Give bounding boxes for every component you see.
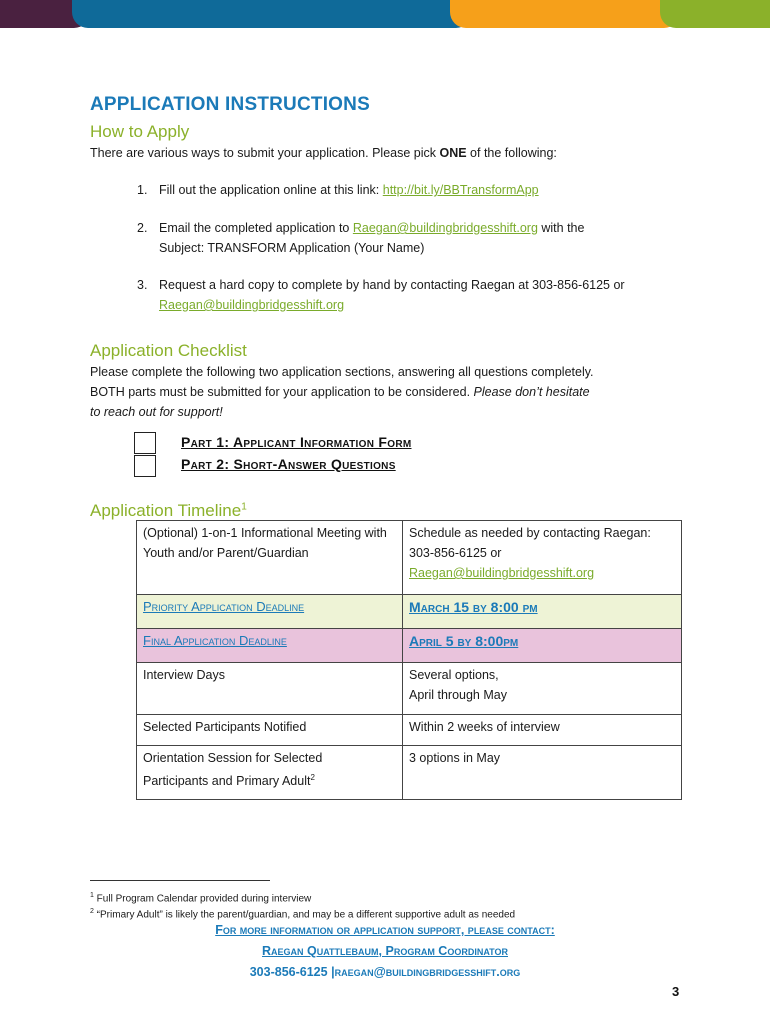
list-text: Email the completed application to bbox=[159, 221, 353, 235]
checklist-description bbox=[90, 362, 690, 422]
footnote-marker: 1 bbox=[241, 501, 247, 513]
checklist-italic: Please don’t hesitate bbox=[473, 385, 590, 399]
online-application-link[interactable]: http://bit.ly/BBTransformApp bbox=[382, 183, 539, 197]
apply-options-list bbox=[137, 218, 697, 258]
contact-line-3 bbox=[0, 965, 770, 979]
table-cell: Within 2 weeks of interview bbox=[403, 715, 682, 746]
contact-line-2: Raegan Quattlebaum, Program Coordinator bbox=[262, 944, 508, 958]
decorative-top-banner bbox=[0, 0, 770, 28]
table-row bbox=[137, 595, 682, 629]
part1-label: Part 1: Applicant Information Form bbox=[181, 434, 412, 450]
banner-orange-segment bbox=[450, 0, 680, 28]
intro-emphasis: ONE bbox=[439, 146, 467, 160]
checklist-heading: Application Checklist bbox=[90, 341, 247, 360]
final-deadline-date: April 5 by 8:00pm bbox=[409, 633, 519, 649]
checklist-text: BOTH parts must be submitted for your application to be considered. bbox=[90, 385, 474, 399]
footnote-divider bbox=[90, 880, 270, 881]
table-cell: Selected Participants Notified bbox=[137, 715, 403, 746]
table-cell bbox=[403, 663, 682, 715]
list-number: 1. bbox=[137, 183, 148, 197]
email-link[interactable]: Raegan@buildingbridgesshift.org bbox=[409, 566, 595, 580]
email-link[interactable]: Raegan@buildingbridgesshift.org bbox=[352, 221, 538, 235]
table-cell bbox=[137, 629, 403, 663]
table-cell: 3 options in May bbox=[403, 746, 682, 800]
footnote-marker: 2 bbox=[310, 773, 315, 782]
email-link[interactable]: Raegan@buildingbridgesshift.org bbox=[159, 298, 345, 312]
table-cell bbox=[403, 521, 682, 595]
list-item bbox=[137, 275, 697, 315]
checklist-italic: to reach out for support! bbox=[90, 405, 223, 419]
list-number: 2. bbox=[137, 221, 148, 235]
table-cell bbox=[137, 746, 403, 800]
apply-options-list bbox=[137, 180, 697, 200]
contact-phone[interactable]: 303-856-6125 bbox=[249, 965, 328, 979]
footnote-2 bbox=[90, 905, 515, 922]
list-text: with the bbox=[537, 221, 585, 235]
banner-green-segment bbox=[660, 0, 770, 28]
table-row bbox=[137, 663, 682, 715]
part2-checkbox[interactable] bbox=[134, 455, 156, 477]
banner-blue-segment bbox=[72, 0, 472, 28]
table-cell: Interview Days bbox=[137, 663, 403, 715]
list-item bbox=[137, 218, 697, 258]
contact-email[interactable]: raegan@buildingbridgesshift.org bbox=[334, 965, 521, 979]
list-item bbox=[137, 180, 697, 200]
footnote-text: “Primary Adult” is likely the parent/guardian, and may be a different supportive adult as needed bbox=[93, 909, 516, 921]
footnote-marker: 2 bbox=[90, 908, 94, 915]
part2-label: Part 2: Short-Answer Questions bbox=[181, 456, 396, 472]
page-number: 3 bbox=[672, 984, 680, 999]
part1-checkbox[interactable] bbox=[134, 432, 156, 454]
final-deadline-label: Final Application Deadline bbox=[143, 633, 287, 648]
how-to-apply-heading: How to Apply bbox=[90, 122, 190, 141]
table-row bbox=[137, 629, 682, 663]
list-text: Subject: TRANSFORM Application (Your Name) bbox=[159, 241, 425, 255]
cell-text: Schedule as needed by contacting Raegan: 303-856-6125 or bbox=[409, 526, 651, 560]
table-cell bbox=[403, 595, 682, 629]
table-row bbox=[137, 521, 682, 595]
timeline-heading-text: Application Timeline bbox=[90, 501, 242, 520]
contact-line-1: For more information or application support, please contact: bbox=[215, 923, 555, 937]
apply-options-list bbox=[137, 275, 697, 315]
table-row bbox=[137, 715, 682, 746]
table-cell: (Optional) 1-on-1 Informational Meeting with Youth and/or Parent/Guardian bbox=[137, 521, 403, 595]
intro-text: There are various ways to submit your application. Please pick bbox=[90, 146, 440, 160]
list-number: 3. bbox=[137, 278, 148, 292]
footnote-marker: 1 bbox=[90, 892, 94, 899]
table-row bbox=[137, 746, 682, 800]
cell-text: Several options, bbox=[409, 668, 499, 682]
cell-text: Orientation Session for Selected bbox=[143, 751, 323, 765]
table-cell bbox=[403, 629, 682, 663]
intro-text-end: of the following: bbox=[466, 146, 557, 160]
page-title: APPLICATION INSTRUCTIONS bbox=[90, 94, 370, 115]
cell-text: Participants and Primary Adult bbox=[143, 774, 311, 789]
list-text: Fill out the application online at this link: bbox=[159, 183, 383, 197]
priority-deadline-date: March 15 by 8:00 pm bbox=[409, 599, 538, 615]
contact-separator: | bbox=[327, 965, 335, 979]
checklist-text: Please complete the following two application sections, answering all questions completely. bbox=[90, 365, 594, 379]
table-cell bbox=[137, 595, 403, 629]
cell-text: April through May bbox=[409, 688, 507, 702]
list-text: Request a hard copy to complete by hand by contacting Raegan at 303-856-6125 or bbox=[159, 278, 625, 292]
how-to-apply-intro bbox=[90, 143, 557, 163]
priority-deadline-label: Priority Application Deadline bbox=[143, 599, 305, 614]
timeline-heading bbox=[90, 501, 247, 521]
footnote-1 bbox=[90, 889, 311, 906]
timeline-table bbox=[136, 520, 682, 800]
footnote-text: Full Program Calendar provided during interview bbox=[93, 893, 312, 905]
